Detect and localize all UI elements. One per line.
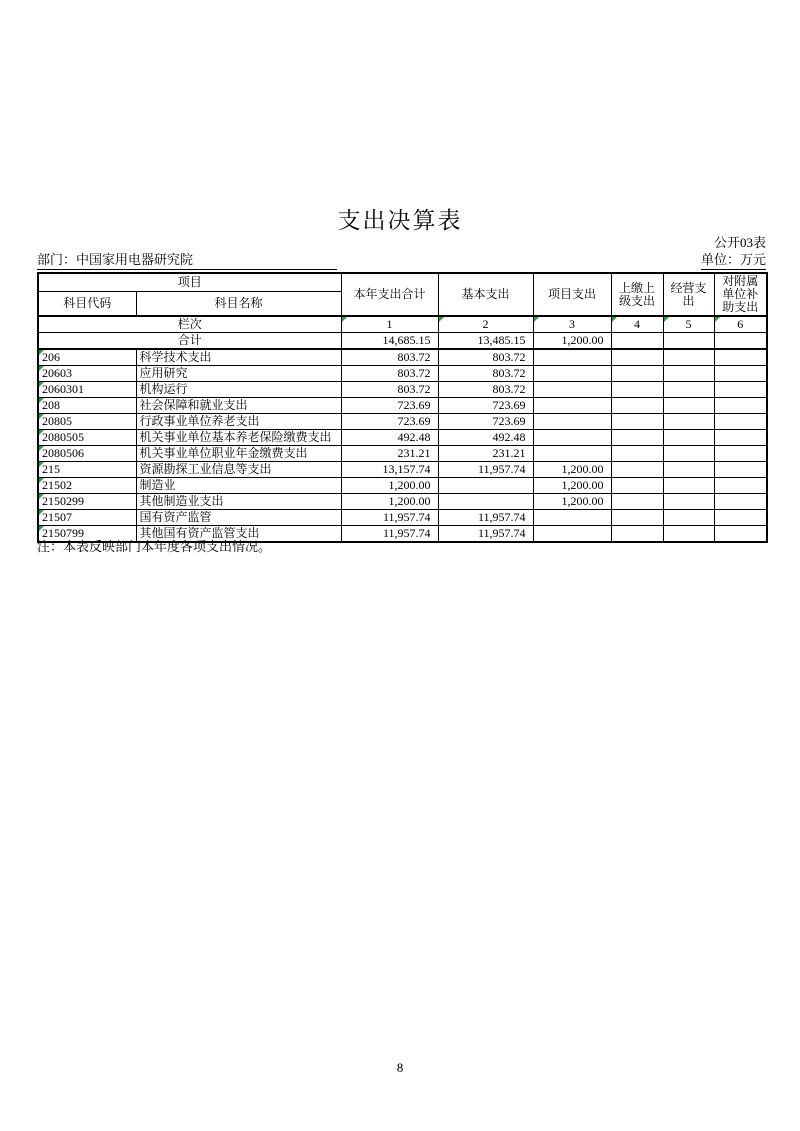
value-cell-5 bbox=[663, 349, 714, 366]
value-cell-3: 1,200.00 bbox=[533, 462, 611, 478]
value-cell-5 bbox=[663, 398, 714, 414]
value-cell-4 bbox=[611, 462, 663, 478]
value-cell-3 bbox=[533, 349, 611, 366]
total-row bbox=[38, 333, 767, 350]
value-cell-6 bbox=[714, 398, 767, 414]
column-number-4: 4 bbox=[611, 316, 663, 333]
table-info-row bbox=[37, 249, 766, 270]
subject-name-cell: 其他制造业支出 bbox=[136, 494, 341, 510]
value-cell-3: 1,200.00 bbox=[533, 478, 611, 494]
value-cell-1: 723.69 bbox=[341, 398, 438, 414]
value-cell-2: 11,957.74 bbox=[438, 510, 533, 526]
page-number: 8 bbox=[396, 1060, 404, 1075]
subject-code-cell: 2150299 bbox=[38, 494, 136, 510]
value-cell-4 bbox=[611, 366, 663, 382]
column-number-6: 6 bbox=[714, 316, 767, 333]
subject-code-cell: 2080506 bbox=[38, 446, 136, 462]
value-cell-2: 803.72 bbox=[438, 349, 533, 366]
total-label: 合计 bbox=[38, 333, 341, 350]
value-cell-3 bbox=[533, 526, 611, 543]
table-row bbox=[38, 366, 767, 382]
value-cell-3 bbox=[533, 382, 611, 398]
value-cell-4 bbox=[611, 430, 663, 446]
table-note: 注：本表反映部门本年度各项支出情况。 bbox=[37, 539, 272, 554]
table-row bbox=[38, 462, 767, 478]
value-cell-1: 1,200.00 bbox=[341, 494, 438, 510]
subject-name-cell: 其他国有资产监管支出 bbox=[136, 526, 341, 543]
subject-code-cell: 215 bbox=[38, 462, 136, 478]
value-cell-6 bbox=[714, 446, 767, 462]
value-cell-3 bbox=[533, 510, 611, 526]
table-row bbox=[38, 510, 767, 526]
total-value-6 bbox=[714, 333, 767, 350]
table-body bbox=[38, 316, 767, 542]
value-cell-4 bbox=[611, 478, 663, 494]
value-cell-1: 11,957.74 bbox=[341, 510, 438, 526]
value-cell-2: 803.72 bbox=[438, 366, 533, 382]
value-cell-6 bbox=[714, 462, 767, 478]
value-cell-4 bbox=[611, 349, 663, 366]
header-subsidy: 对附属单位补助支出 bbox=[714, 273, 767, 316]
column-number-3: 3 bbox=[533, 316, 611, 333]
subject-code-cell: 20805 bbox=[38, 414, 136, 430]
value-cell-6 bbox=[714, 366, 767, 382]
value-cell-4 bbox=[611, 382, 663, 398]
subject-code-cell: 2080505 bbox=[38, 430, 136, 446]
subject-name-cell: 科学技术支出 bbox=[136, 349, 341, 366]
value-cell-5 bbox=[663, 366, 714, 382]
value-cell-4 bbox=[611, 398, 663, 414]
value-cell-6 bbox=[714, 478, 767, 494]
value-cell-3: 1,200.00 bbox=[533, 494, 611, 510]
value-cell-2: 723.69 bbox=[438, 398, 533, 414]
total-value-4 bbox=[611, 333, 663, 350]
value-cell-4 bbox=[611, 510, 663, 526]
value-cell-2 bbox=[438, 494, 533, 510]
value-cell-1: 492.48 bbox=[341, 430, 438, 446]
value-cell-3 bbox=[533, 398, 611, 414]
total-value-2: 13,485.15 bbox=[438, 333, 533, 350]
value-cell-5 bbox=[663, 494, 714, 510]
value-cell-1: 11,957.74 bbox=[341, 526, 438, 543]
subject-name-cell: 制造业 bbox=[136, 478, 341, 494]
unit-label: 单位：万元 bbox=[701, 249, 766, 270]
subject-name-cell: 机关事业单位职业年金缴费支出 bbox=[136, 446, 341, 462]
value-cell-1: 231.21 bbox=[341, 446, 438, 462]
value-cell-4 bbox=[611, 446, 663, 462]
subject-name-cell: 国有资产监管 bbox=[136, 510, 341, 526]
subject-name-cell: 资源勘探工业信息等支出 bbox=[136, 462, 341, 478]
table-row bbox=[38, 430, 767, 446]
value-cell-1: 803.72 bbox=[341, 349, 438, 366]
table-row bbox=[38, 446, 767, 462]
value-cell-3 bbox=[533, 446, 611, 462]
header-operating: 经营支出 bbox=[663, 273, 714, 316]
table-row bbox=[38, 349, 767, 366]
value-cell-1: 723.69 bbox=[341, 414, 438, 430]
subject-code-cell: 21502 bbox=[38, 478, 136, 494]
value-cell-2: 11,957.74 bbox=[438, 526, 533, 543]
total-value-5 bbox=[663, 333, 714, 350]
lanci-label: 栏次 bbox=[38, 316, 341, 333]
total-value-1: 14,685.15 bbox=[341, 333, 438, 350]
value-cell-6 bbox=[714, 494, 767, 510]
form-number-label: 公开03表 bbox=[713, 235, 766, 250]
table-row bbox=[38, 478, 767, 494]
subject-name-cell: 机构运行 bbox=[136, 382, 341, 398]
value-cell-6 bbox=[714, 414, 767, 430]
value-cell-1: 803.72 bbox=[341, 382, 438, 398]
subject-name-cell: 行政事业单位养老支出 bbox=[136, 414, 341, 430]
value-cell-5 bbox=[663, 462, 714, 478]
value-cell-2 bbox=[438, 478, 533, 494]
value-cell-6 bbox=[714, 349, 767, 366]
value-cell-3 bbox=[533, 366, 611, 382]
subject-code-cell: 20603 bbox=[38, 366, 136, 382]
value-cell-5 bbox=[663, 414, 714, 430]
total-value-3: 1,200.00 bbox=[533, 333, 611, 350]
page-title: 支出决算表 bbox=[337, 208, 463, 233]
value-cell-6 bbox=[714, 510, 767, 526]
value-cell-5 bbox=[663, 430, 714, 446]
value-cell-5 bbox=[663, 446, 714, 462]
subject-name-cell: 机关事业单位基本养老保险缴费支出 bbox=[136, 430, 341, 446]
value-cell-2: 11,957.74 bbox=[438, 462, 533, 478]
column-number-5: 5 bbox=[663, 316, 714, 333]
column-index-row bbox=[38, 316, 767, 333]
value-cell-2: 231.21 bbox=[438, 446, 533, 462]
subject-code-cell: 21507 bbox=[38, 510, 136, 526]
header-row-1 bbox=[38, 273, 767, 291]
value-cell-3 bbox=[533, 414, 611, 430]
value-cell-2: 723.69 bbox=[438, 414, 533, 430]
table-row bbox=[38, 398, 767, 414]
header-subject-code: 科目代码 bbox=[38, 291, 136, 316]
value-cell-3 bbox=[533, 430, 611, 446]
header-subject-name: 科目名称 bbox=[136, 291, 341, 316]
subject-name-cell: 社会保障和就业支出 bbox=[136, 398, 341, 414]
table-row bbox=[38, 414, 767, 430]
header-upper-level: 上缴上级支出 bbox=[611, 273, 663, 316]
value-cell-4 bbox=[611, 494, 663, 510]
header-project-group: 项目 bbox=[38, 273, 341, 291]
subject-code-cell: 206 bbox=[38, 349, 136, 366]
value-cell-5 bbox=[663, 382, 714, 398]
value-cell-1: 803.72 bbox=[341, 366, 438, 382]
header-project: 项目支出 bbox=[533, 273, 611, 316]
value-cell-5 bbox=[663, 478, 714, 494]
value-cell-6 bbox=[714, 382, 767, 398]
value-cell-5 bbox=[663, 526, 714, 543]
value-cell-2: 492.48 bbox=[438, 430, 533, 446]
header-year-total: 本年支出合计 bbox=[341, 273, 438, 316]
column-number-2: 2 bbox=[438, 316, 533, 333]
subject-code-cell: 2150799 bbox=[38, 526, 136, 543]
value-cell-2: 803.72 bbox=[438, 382, 533, 398]
value-cell-6 bbox=[714, 526, 767, 543]
value-cell-4 bbox=[611, 414, 663, 430]
subject-name-cell: 应用研究 bbox=[136, 366, 341, 382]
value-cell-4 bbox=[611, 526, 663, 543]
table-row bbox=[38, 382, 767, 398]
department-label: 部门：中国家用电器研究院 bbox=[37, 249, 337, 270]
value-cell-1: 13,157.74 bbox=[341, 462, 438, 478]
column-number-1: 1 bbox=[341, 316, 438, 333]
subject-code-cell: 2060301 bbox=[38, 382, 136, 398]
subject-code-cell: 208 bbox=[38, 398, 136, 414]
value-cell-1: 1,200.00 bbox=[341, 478, 438, 494]
table-row bbox=[38, 494, 767, 510]
value-cell-5 bbox=[663, 510, 714, 526]
header-basic: 基本支出 bbox=[438, 273, 533, 316]
value-cell-6 bbox=[714, 430, 767, 446]
expenditure-table bbox=[37, 272, 768, 543]
